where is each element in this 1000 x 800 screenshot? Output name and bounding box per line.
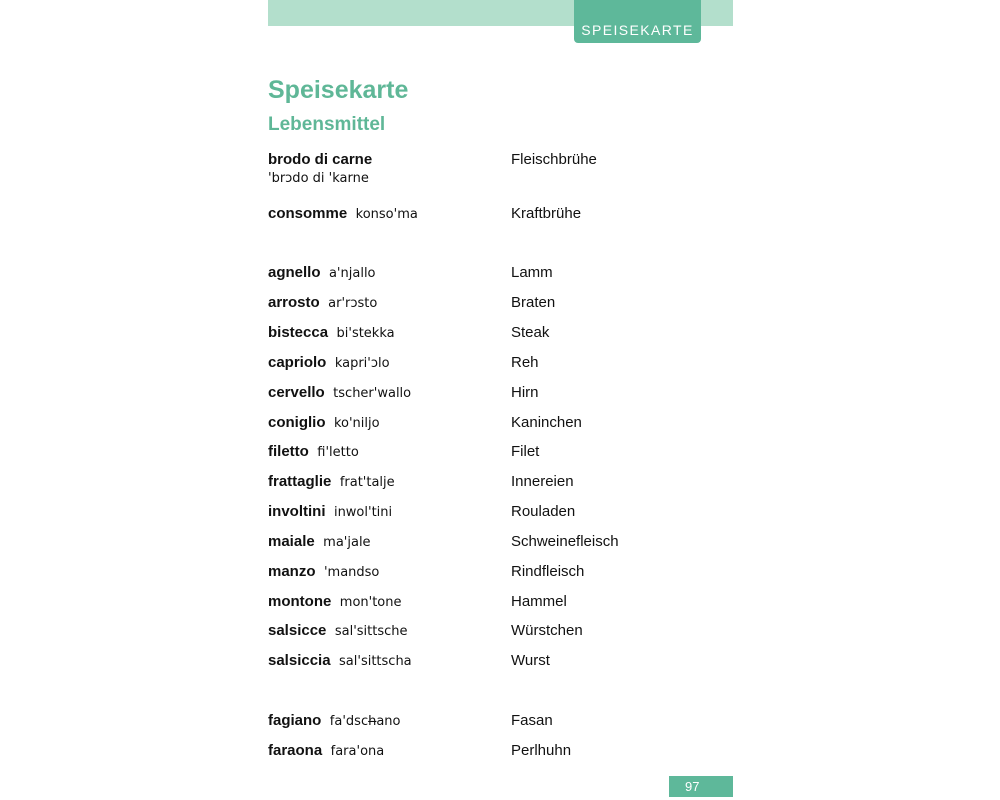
term-pronunciation: inwol'tini [333, 505, 393, 520]
entry-term [268, 263, 376, 284]
term-pronunciation: mon'tone [339, 595, 402, 610]
term-pronunciation: a'njallo [328, 266, 376, 281]
term-translation: Fasan [511, 712, 553, 729]
term-translation: Hammel [511, 593, 567, 610]
vocab-entry [268, 651, 708, 675]
vocab-entry [268, 442, 708, 466]
section-subtitle: Lebensmittel [268, 114, 386, 135]
term-translation: Kraftbrühe [511, 205, 582, 222]
vocab-entry [268, 532, 708, 556]
term-word: brodo di carne [268, 151, 373, 168]
entry-term [268, 383, 411, 404]
entry-term [268, 323, 395, 344]
term-word: faraona [268, 742, 323, 759]
term-pronunciation: 'mandso [323, 565, 380, 580]
section-tab [574, 0, 701, 43]
term-pronunciation: kapri'ɔlo [334, 356, 390, 371]
term-pronunciation: fa'dsch̶ano [329, 714, 401, 729]
page-number: 97 [685, 779, 700, 794]
term-translation: Innereien [511, 473, 574, 490]
page-number-box [669, 776, 733, 797]
term-word: salsiccia [268, 652, 331, 669]
term-translation: Hirn [511, 384, 539, 401]
term-word: agnello [268, 264, 321, 281]
vocab-entry [268, 383, 708, 407]
entry-term [268, 502, 392, 523]
term-pronunciation: frat'talje [339, 475, 395, 490]
term-word: bistecca [268, 324, 329, 341]
term-pronunciation: ko'niljo [333, 416, 380, 431]
term-translation: Kaninchen [511, 414, 582, 431]
term-pronunciation: konso'ma [355, 207, 418, 222]
entry-term [268, 204, 418, 225]
term-translation: Fleischbrühe [511, 151, 597, 168]
term-word: capriolo [268, 354, 327, 371]
term-pronunciation: ma'jale [323, 535, 371, 550]
term-pronunciation: sal'sittscha [339, 654, 412, 669]
entry-term [268, 472, 395, 493]
term-translation: Rindfleisch [511, 563, 585, 580]
page-title: Speisekarte [268, 76, 409, 104]
entry-term [268, 711, 400, 732]
entry-term [268, 592, 402, 613]
term-translation: Filet [511, 443, 540, 460]
term-translation: Würstchen [511, 622, 583, 639]
term-pronunciation: 'brɔdo di 'karne [268, 171, 369, 186]
vocab-entry [268, 741, 708, 765]
term-word: manzo [268, 563, 316, 580]
vocab-entry [268, 621, 708, 645]
entry-term [268, 442, 359, 463]
vocab-entry [268, 293, 708, 317]
term-pronunciation: sal'sittsche [334, 624, 408, 639]
vocab-entry [268, 353, 708, 377]
vocab-entry [268, 204, 708, 228]
entry-term [268, 293, 377, 314]
entry-term [268, 353, 390, 374]
vocab-entry [268, 711, 708, 735]
entry-term [268, 741, 384, 762]
term-pronunciation: bi'stekka [336, 326, 395, 341]
vocab-entry [268, 263, 708, 287]
term-word: montone [268, 593, 332, 610]
vocab-entry [268, 502, 708, 526]
vocab-entry [268, 472, 708, 496]
term-translation: Schweinefleisch [511, 533, 619, 550]
term-translation: Lamm [511, 264, 553, 281]
vocab-entry [268, 150, 708, 190]
entry-term [268, 621, 408, 642]
term-translation: Steak [511, 324, 550, 341]
term-translation: Perlhuhn [511, 742, 572, 759]
term-pronunciation: ar'rɔsto [328, 296, 378, 311]
entry-term [268, 532, 371, 553]
term-word: consomme [268, 205, 348, 222]
term-translation: Reh [511, 354, 539, 371]
term-translation: Wurst [511, 652, 550, 669]
term-pronunciation: fi'letto [317, 445, 359, 460]
vocab-entry [268, 592, 708, 616]
entry-term [268, 413, 380, 434]
term-translation: Rouladen [511, 503, 576, 520]
section-tab-label: SPEISEKARTE [581, 22, 694, 38]
term-word: coniglio [268, 414, 326, 431]
vocab-entry [268, 323, 708, 347]
term-word: arrosto [268, 294, 320, 311]
term-translation: Braten [511, 294, 556, 311]
entry-term [268, 150, 373, 186]
term-word: filetto [268, 443, 309, 460]
term-word: involtini [268, 503, 326, 520]
term-word: fagiano [268, 712, 322, 729]
term-word: salsicce [268, 622, 327, 639]
entry-term [268, 562, 379, 583]
term-word: cervello [268, 384, 325, 401]
term-word: frattaglie [268, 473, 332, 490]
vocab-entry [268, 413, 708, 437]
vocab-entry [268, 562, 708, 586]
term-word: maiale [268, 533, 315, 550]
entry-term [268, 651, 412, 672]
term-pronunciation: fara'ona [330, 744, 385, 759]
term-pronunciation: tscher'wallo [333, 386, 412, 401]
